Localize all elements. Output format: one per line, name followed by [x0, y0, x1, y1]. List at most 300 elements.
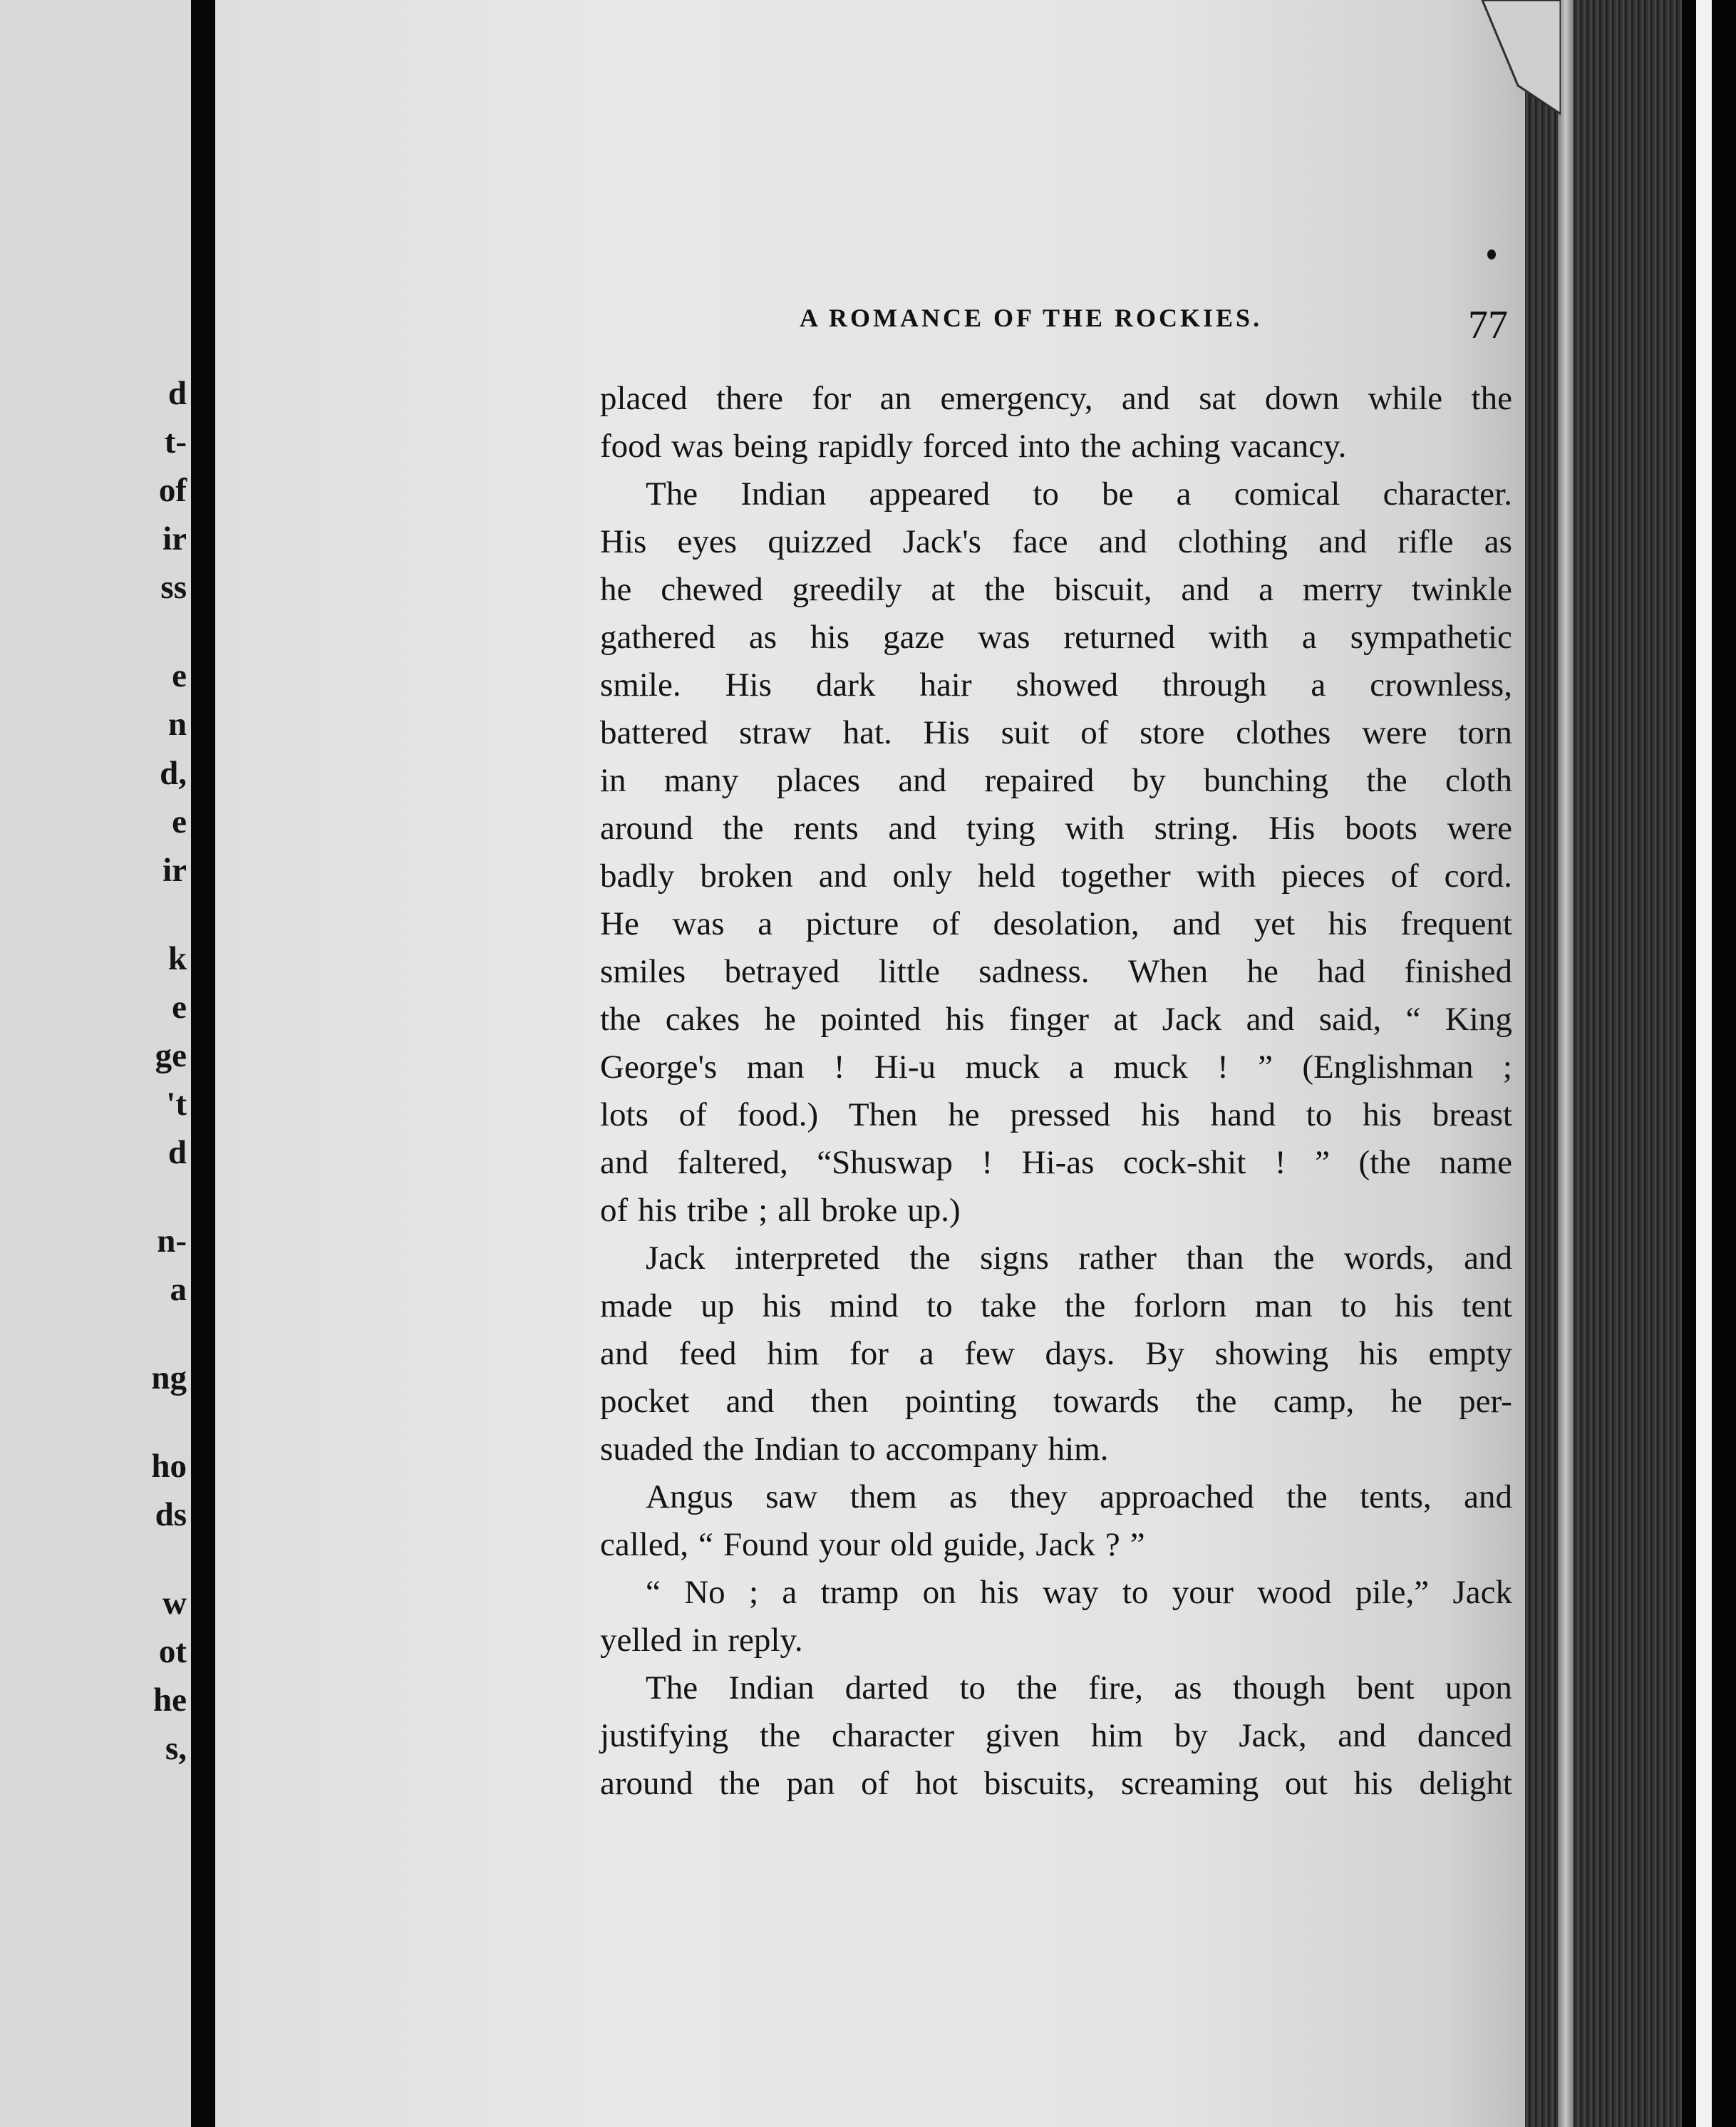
scan-margin-strip	[1696, 0, 1712, 2127]
word: When	[1127, 952, 1209, 990]
text-line	[600, 1473, 1512, 1520]
word: to	[1306, 1096, 1333, 1133]
word: signs	[980, 1239, 1049, 1277]
word: his	[810, 618, 849, 656]
word: of	[861, 1764, 889, 1802]
word: through	[1162, 666, 1267, 704]
word: as	[949, 1478, 978, 1515]
word: cakes	[665, 1000, 740, 1038]
word: and	[1246, 1000, 1295, 1038]
word: said,	[1318, 1000, 1382, 1038]
text-line	[600, 470, 1512, 517]
word: !	[1274, 1143, 1286, 1181]
word: of	[600, 1191, 629, 1229]
word: hot	[915, 1764, 959, 1802]
word: and	[1172, 905, 1221, 942]
word: the	[600, 1000, 641, 1038]
previous-page-fragment: k	[167, 940, 187, 977]
previous-page-fragment: e	[172, 803, 187, 840]
word: bent	[1356, 1669, 1415, 1706]
previous-page-fragment: s,	[165, 1730, 187, 1767]
word: them	[849, 1478, 917, 1515]
word: the	[759, 1716, 801, 1754]
word: yelled	[600, 1621, 682, 1659]
word: pile,”	[1355, 1573, 1430, 1611]
word: ;	[758, 1191, 768, 1229]
word: Hi-as	[1021, 1143, 1095, 1181]
word: was	[671, 427, 724, 465]
text-line	[600, 1043, 1512, 1091]
text-line	[600, 1759, 1512, 1807]
word: Jack's	[902, 522, 981, 560]
word: tent	[1462, 1287, 1512, 1324]
word: per-	[1459, 1382, 1512, 1420]
word: the	[703, 1430, 744, 1468]
previous-page-fragment: ir	[162, 852, 187, 889]
word: only	[892, 857, 953, 895]
word: “	[1405, 1000, 1421, 1038]
text-line	[600, 517, 1512, 565]
word: and	[600, 1143, 649, 1181]
word: a	[782, 1573, 797, 1611]
word: his	[1328, 905, 1368, 942]
word: him.	[1048, 1430, 1109, 1468]
word: The	[646, 1669, 698, 1706]
word: pocket	[600, 1382, 690, 1420]
word: gaze	[883, 618, 945, 656]
text-line	[600, 1711, 1512, 1759]
word: the	[909, 1239, 951, 1277]
word: then	[810, 1382, 869, 1420]
word: No	[684, 1573, 725, 1611]
word: was	[978, 618, 1030, 656]
word: his	[1395, 1287, 1434, 1324]
page-stack-edge	[1525, 0, 1682, 2127]
word: rapidly	[817, 427, 913, 465]
word: camp,	[1273, 1382, 1355, 1420]
word: emergency,	[940, 379, 1093, 417]
word: his	[945, 1000, 985, 1038]
word: a	[758, 905, 773, 942]
word: your	[1172, 1573, 1234, 1611]
word: and	[818, 857, 867, 895]
text-line	[600, 1664, 1512, 1711]
word: Jack	[1162, 1000, 1222, 1038]
previous-page-fragment: of	[158, 472, 187, 509]
text-line	[600, 804, 1512, 852]
word: be	[1102, 475, 1134, 513]
word: faltered,	[677, 1143, 788, 1181]
word: as	[1484, 522, 1512, 560]
word: character.	[1383, 475, 1512, 513]
word: were	[1362, 714, 1427, 751]
word: being	[733, 427, 808, 465]
text-line	[600, 1568, 1512, 1616]
word: was	[672, 905, 725, 942]
word: darted	[844, 1669, 929, 1706]
word: finger	[1008, 1000, 1090, 1038]
word: of	[678, 1096, 707, 1133]
word: gathered	[600, 618, 715, 656]
word: towards	[1053, 1382, 1159, 1420]
word: His	[600, 522, 647, 560]
word: breast	[1432, 1096, 1512, 1133]
word: biscuits,	[983, 1764, 1095, 1802]
word: picture	[805, 905, 899, 942]
word: into	[1018, 427, 1070, 465]
word: ”	[1130, 1525, 1145, 1563]
word: around	[600, 809, 693, 847]
word: with	[1209, 618, 1269, 656]
word: of	[1080, 714, 1109, 751]
word: eyes	[677, 522, 738, 560]
word: than	[1186, 1239, 1244, 1277]
word: rifle	[1397, 522, 1454, 560]
word: places	[776, 761, 861, 799]
text-line	[600, 565, 1512, 613]
word: vacancy.	[1230, 427, 1347, 465]
word: appeared	[869, 475, 991, 513]
word: danced	[1417, 1716, 1512, 1754]
word: his	[638, 1191, 678, 1229]
word: rather	[1078, 1239, 1157, 1277]
word: By	[1145, 1334, 1185, 1372]
word: quizzed	[768, 522, 872, 560]
word: had	[1317, 952, 1366, 990]
word: his	[1353, 1764, 1393, 1802]
word: the	[1064, 1287, 1106, 1324]
word: days.	[1045, 1334, 1115, 1372]
word: as	[748, 618, 777, 656]
word: forlorn	[1133, 1287, 1227, 1324]
word: a	[919, 1334, 934, 1372]
text-line	[600, 900, 1512, 947]
word: and	[1098, 522, 1147, 560]
word: were	[1447, 809, 1512, 847]
text-line	[600, 422, 1512, 470]
word: He	[600, 905, 639, 942]
text-line	[600, 613, 1512, 661]
word: smile.	[600, 666, 681, 704]
word: pointing	[904, 1382, 1017, 1420]
word: (the	[1358, 1143, 1411, 1181]
word: he	[948, 1096, 980, 1133]
word: torn	[1458, 714, 1512, 751]
word: “Shuswap	[817, 1143, 953, 1181]
previous-page-fragment: ng	[151, 1359, 187, 1396]
word: for	[812, 379, 852, 417]
previous-page-line-endings	[101, 0, 187, 2127]
word: approached	[1100, 1478, 1254, 1515]
word: a	[1176, 475, 1192, 513]
word: an	[879, 379, 912, 417]
word: comical	[1234, 475, 1340, 513]
text-line	[600, 709, 1512, 756]
word: food	[600, 427, 662, 465]
word: His	[923, 714, 970, 751]
word: returned	[1063, 618, 1176, 656]
word: his	[1363, 1096, 1402, 1133]
text-line	[600, 1377, 1512, 1425]
word: screaming	[1121, 1764, 1259, 1802]
word: clothes	[1236, 714, 1331, 751]
word: his	[1141, 1096, 1180, 1133]
word: merry	[1302, 570, 1383, 608]
word: the	[1471, 379, 1512, 417]
page-stack-highlight	[1558, 0, 1574, 2127]
word: accompany	[885, 1430, 1038, 1468]
word: wood	[1257, 1573, 1332, 1611]
word: down	[1264, 379, 1340, 417]
word: he	[764, 1000, 796, 1038]
word: hand	[1210, 1096, 1276, 1133]
word: His	[1269, 809, 1316, 847]
ink-speck	[1487, 249, 1496, 259]
word: take	[981, 1287, 1037, 1324]
word: smiles	[600, 952, 686, 990]
word: up.)	[907, 1191, 961, 1229]
word: justifying	[600, 1716, 729, 1754]
word: him	[767, 1334, 820, 1372]
word: King	[1445, 1000, 1512, 1038]
previous-page-fragment: ge	[155, 1037, 187, 1074]
word: his	[762, 1287, 802, 1324]
word: “	[698, 1525, 713, 1563]
word: the	[1366, 761, 1407, 799]
previous-page-edge	[0, 0, 191, 2127]
word: and	[1338, 1716, 1387, 1754]
previous-page-fragment: w	[162, 1585, 187, 1622]
word: dark	[815, 666, 876, 704]
word: yet	[1254, 905, 1296, 942]
word: showing	[1214, 1334, 1329, 1372]
word: betrayed	[724, 952, 840, 990]
word: guide,	[943, 1525, 1026, 1563]
word: a	[1069, 1048, 1084, 1086]
word: muck	[965, 1048, 1040, 1086]
word: hat.	[842, 714, 892, 751]
word: cord.	[1444, 857, 1512, 895]
word: store	[1140, 714, 1205, 751]
word: to	[926, 1287, 953, 1324]
text-line	[600, 756, 1512, 804]
word: pieces	[1281, 857, 1365, 895]
word: suit	[1001, 714, 1050, 751]
word: to	[849, 1430, 876, 1468]
word: suaded	[600, 1430, 693, 1468]
word: a	[1259, 570, 1273, 608]
word: pan	[786, 1764, 835, 1802]
word: greedily	[792, 570, 902, 608]
word: muck	[1113, 1048, 1188, 1086]
word: to	[959, 1669, 986, 1706]
word: the	[1016, 1669, 1058, 1706]
word: string.	[1154, 809, 1239, 847]
word: repaired	[984, 761, 1095, 799]
word: way	[1043, 1573, 1099, 1611]
previous-page-fragment: 't	[166, 1086, 187, 1123]
previous-page-fragment: d	[167, 375, 187, 412]
previous-page-fragment: ds	[155, 1496, 187, 1533]
text-line	[600, 1425, 1512, 1473]
word: !	[1217, 1048, 1229, 1086]
word: as	[1174, 1669, 1202, 1706]
word: cloth	[1445, 761, 1512, 799]
word: your	[818, 1525, 881, 1563]
text-line	[600, 1520, 1512, 1568]
word: delight	[1419, 1764, 1512, 1802]
word: Hi-u	[874, 1048, 936, 1086]
word: held	[978, 857, 1035, 895]
word: “	[646, 1573, 661, 1611]
word: by	[1132, 761, 1166, 799]
word: of	[1390, 857, 1419, 895]
word: at	[1113, 1000, 1138, 1038]
word: he	[1246, 952, 1278, 990]
word: and	[1181, 570, 1230, 608]
word: (Englishman	[1302, 1048, 1474, 1086]
word: and	[600, 1334, 649, 1372]
word: the	[1273, 1239, 1315, 1277]
word: aching	[1131, 427, 1221, 465]
word: he	[600, 570, 632, 608]
previous-page-fragment: d,	[160, 755, 187, 792]
word: saw	[765, 1478, 818, 1515]
previous-page-fragment: he	[153, 1681, 187, 1719]
word: badly	[600, 857, 675, 895]
word: old	[890, 1525, 934, 1563]
word: by	[1174, 1716, 1208, 1754]
word: the	[1080, 427, 1122, 465]
word: feed	[678, 1334, 737, 1372]
word: sympathetic	[1350, 618, 1512, 656]
word: !	[833, 1048, 845, 1086]
word: in	[600, 761, 626, 799]
word: and	[1464, 1239, 1512, 1277]
word: hair	[919, 666, 972, 704]
word: pressed	[1010, 1096, 1111, 1133]
word: His	[725, 666, 772, 704]
word: crownless,	[1370, 666, 1512, 704]
previous-page-fragment: n-	[157, 1222, 187, 1260]
word: placed	[600, 379, 688, 417]
word: the	[984, 570, 1025, 608]
text-line	[600, 374, 1512, 422]
text-line	[600, 1091, 1512, 1138]
previous-page-fragment: d	[167, 1134, 187, 1171]
page-number: 77	[1468, 303, 1508, 347]
word: they	[1009, 1478, 1068, 1515]
text-line	[600, 1234, 1512, 1282]
word: boots	[1345, 809, 1417, 847]
previous-page-fragment: e	[172, 657, 187, 694]
word: though	[1232, 1669, 1326, 1706]
word: pointed	[820, 1000, 921, 1038]
word: him	[1090, 1716, 1144, 1754]
word: forced	[922, 427, 1008, 465]
word: to	[1122, 1573, 1149, 1611]
word: broken	[700, 857, 793, 895]
word: fire,	[1088, 1669, 1144, 1706]
word: bunching	[1204, 761, 1328, 799]
word: lots	[600, 1096, 649, 1133]
word: tents,	[1360, 1478, 1432, 1515]
word: to	[1033, 475, 1059, 513]
word: chewed	[661, 570, 763, 608]
word: tribe	[687, 1191, 749, 1229]
previous-page-fragment: ho	[151, 1448, 187, 1485]
word: with	[1065, 809, 1125, 847]
text-line	[600, 1186, 1512, 1234]
word: together	[1060, 857, 1171, 895]
word: little	[878, 952, 940, 990]
running-head: A ROMANCE OF THE ROCKIES.	[800, 304, 1263, 332]
word: battered	[600, 714, 708, 751]
word: and	[1121, 379, 1170, 417]
text-line	[600, 661, 1512, 709]
text-line	[600, 947, 1512, 995]
previous-page-fragment: ot	[158, 1633, 187, 1670]
previous-page-fragment: n	[167, 706, 187, 743]
body-text	[600, 374, 1512, 1807]
word: ;	[1502, 1048, 1512, 1086]
word: and	[1464, 1478, 1512, 1515]
word: many	[663, 761, 739, 799]
word: ”	[1258, 1048, 1273, 1086]
word: sat	[1199, 379, 1236, 417]
word: biscuit,	[1054, 570, 1152, 608]
text-line	[600, 852, 1512, 900]
word: empty	[1428, 1334, 1512, 1372]
previous-page-fragment: ss	[160, 569, 187, 606]
text-line	[600, 995, 1512, 1043]
word: straw	[739, 714, 812, 751]
word: frequent	[1400, 905, 1512, 942]
word: showed	[1016, 666, 1119, 704]
word: all	[777, 1191, 812, 1229]
word: and	[725, 1382, 775, 1420]
folded-corner-icon	[1468, 0, 1561, 121]
word: tramp	[820, 1573, 899, 1611]
word: Jack,	[1239, 1716, 1307, 1754]
word: finished	[1404, 952, 1512, 990]
previous-page-fragment: ir	[162, 520, 187, 557]
word: Then	[848, 1096, 918, 1133]
word: ;	[749, 1573, 759, 1611]
word: a	[1301, 618, 1317, 656]
word: Jack	[646, 1239, 706, 1277]
word: tying	[966, 809, 1035, 847]
word: rents	[793, 809, 859, 847]
word: for	[849, 1334, 889, 1372]
word: desolation,	[993, 905, 1140, 942]
word: words,	[1343, 1239, 1435, 1277]
word: the	[723, 809, 764, 847]
text-line	[600, 1138, 1512, 1186]
text-line	[600, 1616, 1512, 1664]
book-gutter	[191, 0, 215, 2127]
word: ”	[1315, 1143, 1330, 1181]
word: at	[931, 570, 956, 608]
word: broke	[821, 1191, 898, 1229]
word: Angus	[646, 1478, 733, 1515]
text-line	[600, 1329, 1512, 1377]
word: his	[1358, 1334, 1398, 1372]
word: character	[831, 1716, 955, 1754]
word: The	[646, 475, 698, 513]
word: on	[922, 1573, 956, 1611]
word: twinkle	[1411, 570, 1512, 608]
